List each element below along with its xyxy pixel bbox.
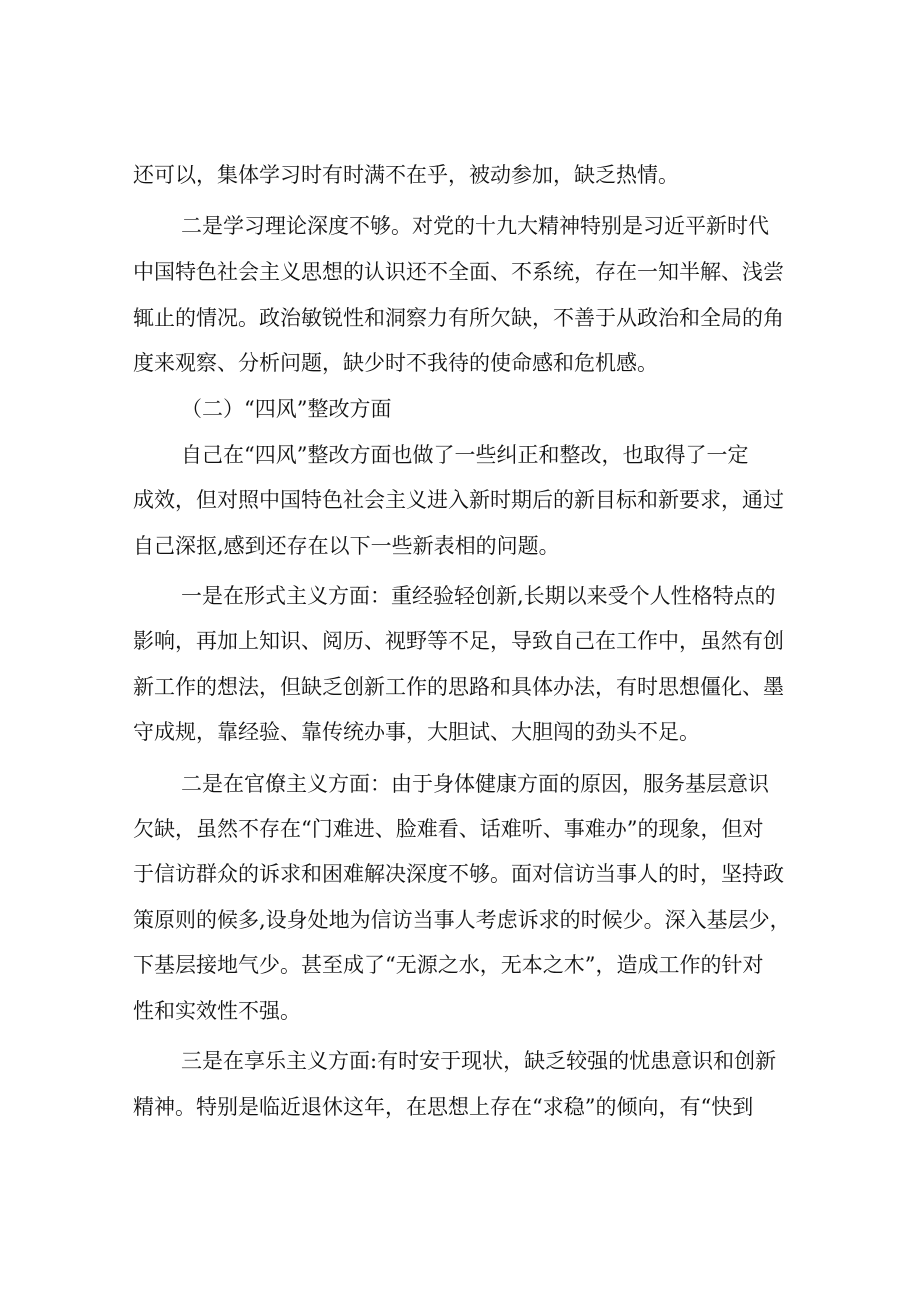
paragraph-line: 新工作的想法，但缺乏创新工作的思路和具体办法，有时思想僵化、墨 [133, 675, 784, 699]
paragraph-line: 自己深抠,感到还存在以下一些新表相的问题。 [133, 534, 560, 558]
paragraph-line: 精神。特别是临近退休这年，在思想上存在“求稳”的倾向，有“快到 [133, 1095, 754, 1119]
paragraph-line: 于信访群众的诉求和困难解决深度不够。面对信访当事人的时，坚持政 [133, 862, 784, 886]
paragraph-line: 策原则的候多,设身处地为信访当事人考虑诉求的时候少。深入基层少， [133, 908, 791, 932]
paragraph-line: 还可以，集体学习时有时满不在乎，被动参加，缺乏热情。 [133, 163, 679, 187]
paragraph-line: 成效，但对照中国特色社会主义进入新时期后的新目标和新要求，通过 [133, 488, 784, 512]
paragraph-line: 守成规，靠经验、靠传统办事，大胆试、大胆闯的劲头不足。 [133, 720, 700, 744]
paragraph-line: 二是在官僚主义方面：由于身体健康方面的原因，服务基层意识 [181, 772, 769, 796]
paragraph-line: 度来观察、分析问题，缺少时不我待的使命感和危机感。 [133, 351, 658, 375]
paragraph-line: 性和实效性不强。 [133, 999, 301, 1023]
paragraph-line: 影响，再加上知识、阅历、视野等不足，导致自己在工作中，虽然有创 [133, 629, 784, 653]
paragraph-line: 一是在形式主义方面：重经验轻创新,长期以来受个人性格特点的 [181, 584, 776, 608]
paragraph-line: 二是学习理论深度不够。对党的十九大精神特别是习近平新时代 [181, 214, 769, 238]
paragraph-line: 自己在“四风”整改方面也做了一些纠正和整改，也取得了一定 [181, 443, 749, 467]
paragraph-line: 中国特色社会主义思想的认识还不全面、不系统，存在一知半解、浅尝 [133, 260, 784, 284]
paragraph-line: 下基层接地气少。甚至成了“无源之水，无本之木”，造成工作的针对 [133, 953, 764, 977]
section-heading: （二）“四风”整改方面 [181, 397, 392, 421]
paragraph-line: 辄止的情况。政治敏锐性和洞察力有所欠缺，不善于从政治和全局的角 [133, 306, 784, 330]
paragraph-line: 欠缺，虽然不存在“门难进、脸难看、话难听、事难办”的现象，但对 [133, 817, 764, 841]
paragraph-line: 三是在享乐主义方面:有时安于现状，缺乏较强的忧患意识和创新 [181, 1049, 777, 1073]
